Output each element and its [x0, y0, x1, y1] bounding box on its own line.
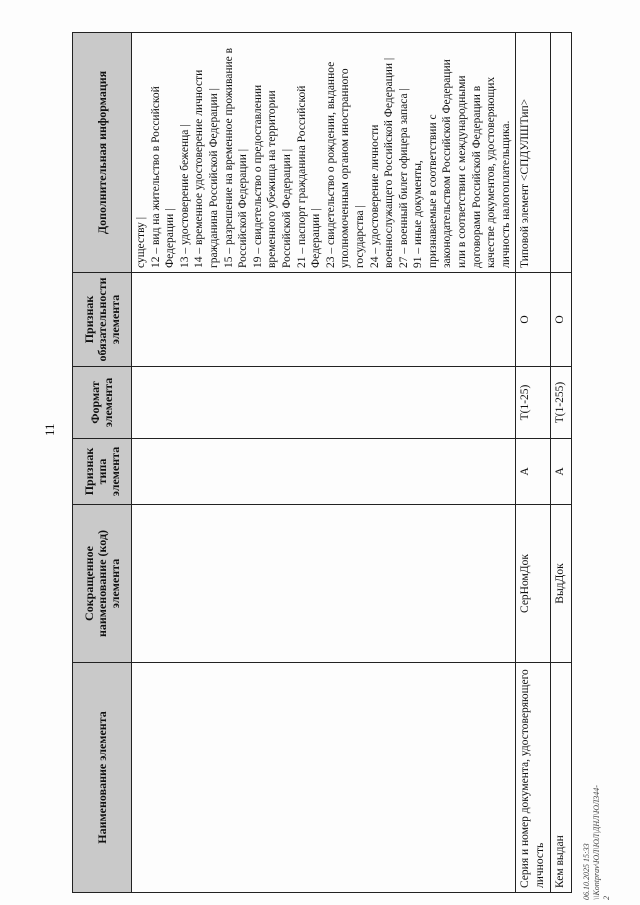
- cell-element-type: А: [516, 439, 550, 505]
- info-line: договорами Российской Федерации в: [470, 85, 483, 268]
- rotated-table-container: [72, 33, 566, 893]
- info-line: признаваемые в соответствии с: [426, 114, 439, 268]
- cell-empty: [132, 439, 516, 505]
- cell-additional-info: [550, 33, 571, 273]
- cell-element-format: T(1-255): [550, 367, 571, 439]
- info-line: законодательством Российской Федерации: [441, 59, 454, 268]
- info-line: 14 – временное удостоверение личности: [193, 69, 206, 268]
- cell-element-code: ВыдДок: [550, 505, 571, 663]
- cell-empty: [132, 273, 516, 367]
- table-row: [550, 33, 571, 893]
- cell-empty: [132, 367, 516, 439]
- footer-stamp: [582, 785, 612, 900]
- cell-element-required: О: [550, 273, 571, 367]
- header-element-type: Признак типа элемента: [73, 439, 132, 505]
- info-line: государства |: [353, 205, 366, 268]
- cell-element-name: Кем выдан: [550, 663, 571, 893]
- info-line: существу |: [135, 216, 147, 268]
- cell-empty: [132, 505, 516, 663]
- footer-line: \\Kontprav\ЮЛ\ЮЛ\ДНЛ\ЮЛ344-2: [592, 785, 611, 900]
- info-line: 23 – свидетельство о рождении, выданное: [324, 61, 337, 268]
- info-line: 13 – удостоверение беженца |: [178, 124, 191, 268]
- info-line: Российской Федерации |: [280, 148, 293, 268]
- header-element-name: Наименование элемента: [73, 663, 132, 893]
- table-row: [516, 33, 550, 893]
- info-line: 24 – удостоверение личности: [368, 124, 381, 268]
- table-row-continuation: [132, 33, 516, 893]
- info-line: уполномоченным органом иностранного: [339, 68, 352, 268]
- cell-element-format: T(1-25): [516, 367, 550, 439]
- header-element-required: Признак обязательности элемента: [73, 273, 132, 367]
- info-line: личность налогоплательщика.: [499, 120, 512, 268]
- cell-empty: [132, 663, 516, 893]
- cell-continuation-info: [132, 33, 516, 273]
- info-line: Федерации |: [310, 208, 323, 268]
- table-header-row: [73, 33, 132, 893]
- info-line: 19 – свидетельство о предоставлении: [251, 84, 264, 268]
- info-line: гражданина Российской Федерации |: [207, 88, 220, 268]
- info-line: 21 – паспорт гражданина Российской: [295, 85, 308, 268]
- cell-element-name: Серия и номер документа, удостоверяющего личность: [516, 663, 550, 893]
- info-line: временного убежища на территории: [266, 90, 279, 268]
- info-line: Российской Федерации |: [237, 148, 250, 268]
- info-line: или в соответствии с международными: [456, 75, 469, 268]
- cell-element-type: А: [550, 439, 571, 505]
- cell-element-code: СерНомДок: [516, 505, 550, 663]
- info-line: 12 – вид на жительство в Российской: [149, 86, 162, 268]
- page-number: 11: [42, 423, 57, 436]
- header-element-code: Сокращенное наименование (код) элемента: [73, 505, 132, 663]
- header-element-format: Формат элемента: [73, 367, 132, 439]
- cell-additional-info: Типовой элемент <СПДУЛШТип>: [516, 33, 550, 273]
- header-additional-info: Дополнительная информация: [73, 33, 132, 273]
- info-line: 15 – разрешение на временное проживание в: [222, 47, 235, 268]
- info-line: 91 – иные документы,: [412, 160, 425, 268]
- info-line: качестве документов, удостоверяющих: [485, 76, 498, 268]
- footer-line: 06.10.2025 15:33: [582, 843, 591, 900]
- info-line: Федерации |: [164, 208, 177, 268]
- info-line: военнослужащего Российской Федерации |: [383, 57, 396, 268]
- cell-element-required: О: [516, 273, 550, 367]
- elements-table: [72, 32, 572, 893]
- info-line: 27 – военный билет офицера запаса |: [397, 88, 410, 268]
